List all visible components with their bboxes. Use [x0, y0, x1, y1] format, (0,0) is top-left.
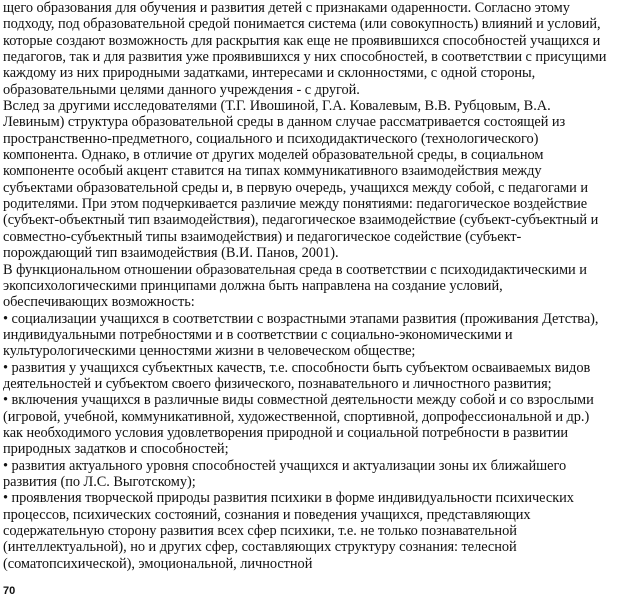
text-line: (игровой, учебной, коммуникативной, художественной, спортивной, допрофессиональной и др.) [3, 408, 590, 425]
text-line: экопсихологическими принципами должна быть направлена на создание условий, [3, 277, 503, 294]
text-line: родителями. При этом подчеркивается различие между понятиями: педагогическое воздействие [3, 196, 588, 213]
text-line: Левиным) структура образовательной среды в данном случае рассматривается состоящей из [3, 114, 566, 131]
text-line: природных задатков и способностей; [3, 441, 229, 458]
page-number: 70 [3, 585, 16, 597]
bullet-line: • развития у учащихся субъектных качеств, т.е. способности быть субъектом осваиваемых видов [3, 359, 591, 376]
bullet-line: • проявления творческой природы развития психики в форме индивидуальности психических [3, 490, 574, 507]
text-line: пространственно-предметного, социального и психодидактического (технологического) [3, 130, 539, 147]
text-line: обеспечивающих возможность: [3, 294, 195, 311]
text-line: каждому из них природными задатками, интересами и склонностями, с одной стороны, [3, 65, 536, 82]
text-line: культурологическими ценностями жизни в человеческом обществе; [3, 343, 416, 360]
text-line: совместно-субъектный типы взаимодействия) и педагогическое содействие (субъект- [3, 228, 522, 245]
text-body [3, 0, 617, 572]
text-line: Вслед за другими исследователями (Т.Г. Ивошиной, Г.А. Ковалевым, В.В. Рубцовым, В.А. [3, 98, 551, 115]
text-line: В функциональном отношении образовательная среда в соответствии с психодидактическими и [3, 261, 587, 278]
text-line: содержательную сторону развития всех сфер психики, т.е. не только познавательной [3, 523, 517, 539]
text-line: компоненте особый акцент ставится на типах коммуникативного взаимодействия между [3, 163, 542, 180]
text-line: (соматопсихической), эмоциональной, личностной [3, 555, 313, 572]
text-line: процессов, психических состояний, сознания и поведения учащихся, представляющих [3, 506, 531, 523]
text-line: как необходимого условия удовлетворения природной и социальной потребности в развитии [3, 424, 569, 441]
text-line: подходу, под образовательной средой понимается система (или совокупность) влияний и условий, [3, 16, 601, 33]
text-line: (субъект-объектный тип взаимодействия), педагогическое взаимодействие (субъект-субъектный и [3, 212, 599, 229]
text-line: индивидуальными потребностями и в соответствии с социально-экономическими и [3, 326, 513, 343]
bullet-line: • включения учащихся в различные виды совместной деятельности между собой и со взрослыми [3, 392, 594, 409]
text-line: субъектами образовательной среды и, в первую очередь, учащихся между собой, с педагогами и [3, 179, 589, 196]
bullet-line: • развития актуального уровня способностей учащихся и актуализации зоны их ближайшего [3, 457, 567, 474]
text-line: педагогов, так и для развития уже проявившихся у них способностей, в соответствии с присущими [3, 49, 607, 66]
text-line: образовательными целями данного учреждения - с другой. [3, 81, 360, 98]
text-line: щего образования для обучения и развития детей с признаками одаренности. Согласно этому [3, 0, 570, 16]
text-line: компонента. Однако, в отличие от других моделей образовательной среды, в социальном [3, 147, 544, 164]
text-line: развития (по Л.С. Выготскому); [3, 473, 196, 490]
bullet-line: • социализации учащихся в соответствии с возрастными этапами развития (проживания Детства), [3, 310, 599, 327]
text-line: которые создают возможность для раскрытия как еще не проявившихся способностей учащихся и [3, 32, 601, 49]
text-line: порождающий тип взаимодействия (В.И. Панов, 2001). [3, 245, 339, 262]
text-line: деятельностей и субъектом своего физического, познавательного и личностного развития; [3, 375, 552, 392]
text-line: (интеллектуальной), но и других сфер, составляющих структуру сознания: телесной [3, 539, 517, 556]
document-page [3, 0, 617, 572]
